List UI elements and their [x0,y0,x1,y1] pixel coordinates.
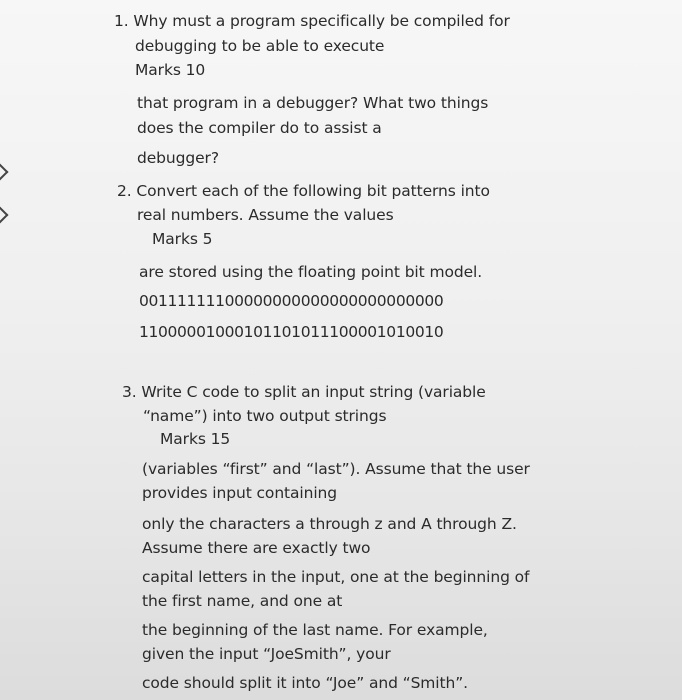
question-3-line-7: capital letters in the input, one at the beginning of [142,568,530,586]
question-1-line-5: debugger? [137,149,219,167]
question-3-line-11: code should split it into “Joe” and “Smith”. [142,674,468,692]
question-3-line-5: only the characters a through z and A through Z. [142,515,517,533]
question-3-line-10: given the input “JoeSmith”, your [142,645,391,663]
question-1-line-3: that program in a debugger? What two things [137,94,489,112]
question-1-line-2: debugging to be able to execute [135,37,385,55]
question-3-marks: Marks 15 [160,430,231,448]
bit-pattern-1: 00111111100000000000000000000000 [139,292,444,310]
question-2-marks: Marks 5 [152,230,213,248]
question-2-line-3: are stored using the floating point bit model. [139,263,483,281]
bit-pattern-2: 11000001000101101011100001010010 [139,323,444,341]
question-3-line-8: the first name, and one at [142,592,343,610]
question-3-line-9: the beginning of the last name. For example, [142,621,488,639]
question-1-marks: Marks 10 [135,61,206,79]
question-1-line-4: does the compiler do to assist a [137,119,382,137]
question-2-line-1: 2. Convert each of the following bit patterns into [117,182,490,200]
question-3-line-2: “name”) into two output strings [143,407,387,425]
question-1-line-1: 1. Why must a program specifically be compiled for [114,12,510,30]
chevron-right-icon [0,207,8,224]
question-3-line-4: provides input containing [142,484,338,502]
question-3-line-3: (variables “first” and “last”). Assume that the user [142,460,530,478]
chevron-right-icon [0,164,8,181]
question-3-line-1: 3. Write C code to split an input string (variable [122,383,486,401]
question-2-line-2: real numbers. Assume the values [137,206,394,224]
question-3-line-6: Assume there are exactly two [142,539,371,557]
